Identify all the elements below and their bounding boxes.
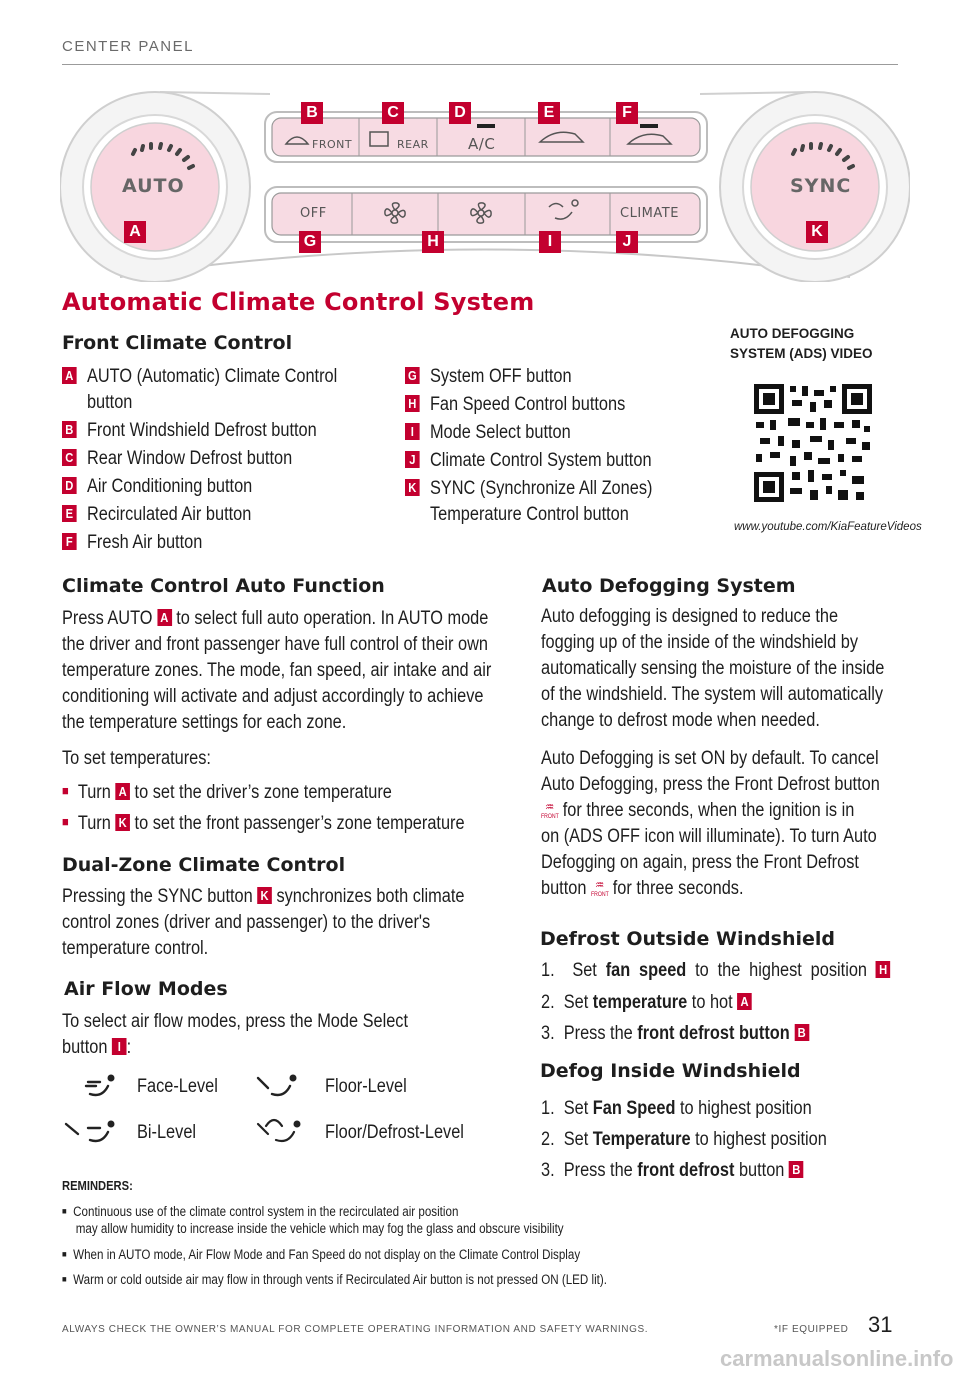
defog-inside-step-2: 2. Set Temperature to highest position	[541, 1129, 827, 1150]
dual-zone-title: Dual-Zone Climate Control	[62, 854, 346, 876]
badge-k: K	[806, 221, 828, 243]
qr-code[interactable]	[752, 382, 874, 504]
badge-d: D	[449, 102, 471, 124]
bi-level-icon	[64, 1118, 120, 1151]
rear-defrost-label: REAR	[397, 138, 429, 151]
set-temp-bullet-2: ■ Turn K to set the front passenger’s zone temperature	[62, 813, 465, 834]
legend-item-j: J Climate Control System button	[405, 448, 652, 474]
video-title: AUTO DEFOGGING SYSTEM (ADS) VIDEO	[730, 326, 873, 361]
legend-item-h: H Fan Speed Control buttons	[405, 392, 652, 418]
section-title: CENTER PANEL	[62, 38, 194, 55]
badge-j: J	[616, 231, 638, 253]
badge-g: G	[299, 231, 321, 253]
reminder-1: ■ Continuous use of the climate control system in the recirculated air position may allow humidity to increase inside the vehicle which may fog the glass and obscure visibility	[62, 1204, 564, 1236]
defog-inside-step-3: 3. Press the front defrost button B	[541, 1158, 804, 1184]
climate-label: CLIMATE	[620, 206, 679, 221]
auto-function-paragraph: Press AUTO A to select full auto operation. In AUTO mode the driver and front passenger have full control of their own temperature zones. The mode, fan speed, air intake and air conditioning will activate and adjust accordingly to achieve the temperature settings for each zone.	[62, 608, 492, 733]
air-flow-title: Air Flow Modes	[64, 978, 228, 1000]
legend-item-e: E Recirculated Air button	[62, 502, 337, 528]
set-temperatures-label: To set temperatures:	[62, 748, 211, 769]
legend-item-i: I Mode Select button	[405, 420, 652, 446]
main-title: Automatic Climate Control System	[62, 288, 535, 316]
front-defrost-label: FRONT	[312, 138, 353, 151]
climate-panel-diagram	[60, 72, 910, 282]
badge-c: C	[382, 102, 404, 124]
front-climate-left-list	[62, 364, 337, 556]
front-climate-right-list	[405, 364, 652, 528]
video-url[interactable]: www.youtube.com/KiaFeatureVideos	[734, 521, 922, 533]
auto-function-title: Climate Control Auto Function	[62, 575, 385, 597]
mode-floor-level: Floor-Level	[325, 1076, 407, 1097]
ac-label: A/C	[468, 135, 496, 153]
reminder-3: ■ Warm or cold outside air may flow in through vents if Recirculated Air button is not pressed ON (LED lit).	[62, 1272, 607, 1287]
off-label: OFF	[300, 206, 327, 221]
defrost-outside-step-1: 1. Set fan speed to the highest position H	[541, 958, 890, 984]
header-rule	[62, 64, 898, 65]
auto-knob-label: AUTO	[122, 175, 185, 197]
badge-i: I	[539, 231, 561, 253]
watermark: carmanualsonline.info	[720, 1346, 954, 1371]
legend-item-d: D Air Conditioning button	[62, 474, 337, 500]
defrost-outside-title: Defrost Outside Windshield	[540, 928, 835, 950]
front-defrost-icon: ♒ FRONT	[590, 878, 609, 898]
legend-item-f: F Fresh Air button	[62, 530, 337, 556]
sync-knob-label: SYNC	[790, 175, 852, 197]
footer-disclaimer: ALWAYS CHECK THE OWNER’S MANUAL FOR COMPLETE OPERATING INFORMATION AND SAFETY WARNINGS.	[62, 1324, 649, 1335]
reminders-title: REMINDERS:	[62, 1178, 133, 1193]
mode-floor-defrost-level: Floor/Defrost-Level	[325, 1122, 464, 1143]
mode-bi-level: Bi-Level	[137, 1122, 197, 1143]
defrost-outside-step-2: 2. Set temperature to hot A	[541, 990, 752, 1016]
auto-defog-title: Auto Defogging System	[542, 575, 796, 597]
front-defrost-icon: ♒ FRONT	[541, 800, 559, 820]
front-climate-title: Front Climate Control	[62, 332, 293, 354]
page-number: 31	[868, 1312, 893, 1337]
legend-item-k-cont: Temperature Control button	[429, 504, 629, 525]
badge-b: B	[301, 102, 323, 124]
legend-item-k: K SYNC (Synchronize All Zones)	[405, 476, 652, 502]
defrost-outside-step-3: 3. Press the front defrost button B	[541, 1021, 809, 1047]
floor-level-icon	[256, 1072, 302, 1105]
legend-item-b: B Front Windshield Defrost button	[62, 418, 337, 444]
badge-e: E	[538, 102, 560, 124]
mode-face-level: Face-Level	[137, 1076, 218, 1097]
badge-h: H	[422, 231, 444, 253]
dual-zone-paragraph: Pressing the SYNC button K synchronizes both climate control zones (driver and passenger) to the driver's temperature control.	[62, 886, 465, 959]
auto-defog-paragraph-1: Auto defogging is designed to reduce the fogging up of the inside of the windshield by automatically sensing the moisture of the inside of the windshield. The system will automatically change to defrost mode when needed.	[541, 606, 885, 731]
legend-item-g: G System OFF button	[405, 364, 652, 390]
set-temp-bullet-1: ■ Turn A to set the driver’s zone temperature	[62, 782, 392, 803]
legend-item-a: A AUTO (Automatic) Climate Control	[62, 364, 337, 390]
badge-f: F	[616, 102, 638, 124]
legend-item-a-cont: button	[86, 392, 133, 413]
badge-a: A	[124, 221, 146, 243]
floor-defrost-icon	[256, 1114, 306, 1151]
auto-defog-paragraph-2: Auto Defogging is set ON by default. To cancel Auto Defogging, press the Front Defrost button ♒ FRONT for three seconds, when the ignition is in on (ADS OFF icon will illuminate). To turn Auto Defogging on again, press the Front Defrost button ♒ FRONT for three seconds.	[541, 748, 880, 899]
face-level-icon	[84, 1072, 120, 1105]
reminder-2: ■ When in AUTO mode, Air Flow Mode and Fan Speed do not display on the Climate Control Display	[62, 1247, 581, 1262]
legend-item-c: C Rear Window Defrost button	[62, 446, 337, 472]
defog-inside-title: Defog Inside Windshield	[540, 1060, 801, 1082]
defog-inside-step-1: 1. Set Fan Speed to highest position	[541, 1098, 812, 1119]
air-flow-paragraph: To select air flow modes, press the Mode Select button I :	[62, 1011, 409, 1058]
footer-if-equipped: *IF EQUIPPED	[774, 1324, 849, 1335]
